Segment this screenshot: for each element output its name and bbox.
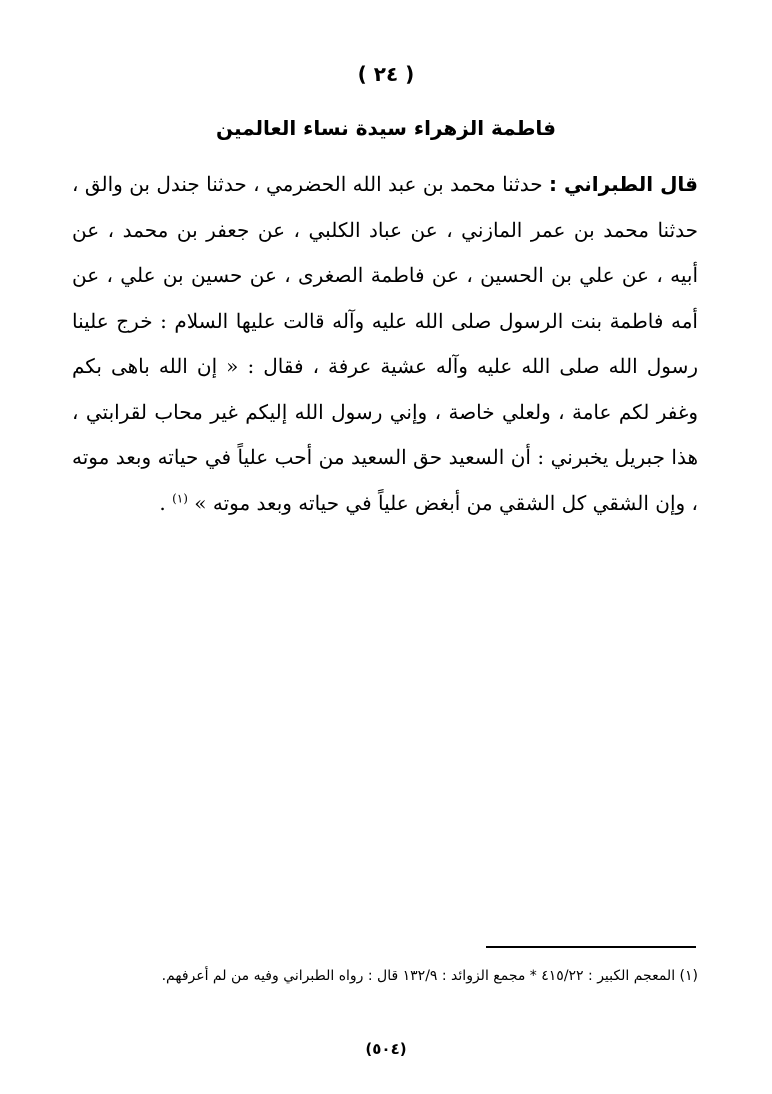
footnote: (١) المعجم الكبير : ٤١٥/٢٢ * مجمع الزوائد : ١٣٢/٩ قال : رواه الطبراني وفيه من لم أعرفهم. bbox=[161, 968, 698, 984]
hadith-body: حدثنا محمد بن عبد الله الحضرمي ، حدثنا جندل بن والق ، حدثنا محمد بن عمر المازني ، عن عباد الكلبي ، عن جعفر بن محمد ، عن أبيه ، عن علي بن الحسين ، عن فاطمة الصغرى ، عن حسين بن علي ، عن أمه فاطمة بنت الرسول صلى الله عليه وآله قالت عليها السلام : خرج علينا رسول الله صلى الله عليه وآله عشية عرفة ، فقال : « إن الله باهى بكم وغفر لكم عامة ، ولعلي خاصة ، وإني رسول الله إليكم غير محاب لقرابتي ، هذا جبريل يخبرني : أن السعيد حق السعيد من أحب علياً في حياته وبعد موته ، وإن الشقي كل الشقي من أبغض علياً في حياته وبعد موته » bbox=[72, 172, 698, 515]
hadith-end: . bbox=[159, 490, 173, 515]
hadith-text bbox=[72, 162, 698, 526]
hadith-number: ( ٢٤ ) bbox=[357, 62, 415, 86]
footnote-divider bbox=[486, 946, 696, 948]
page-number: (٥٠٤) bbox=[365, 1040, 407, 1058]
speaker-label: قال الطبراني : bbox=[549, 172, 699, 196]
page-title: فاطمة الزهراء سيدة نساء العالمين bbox=[215, 116, 557, 140]
footnote-reference: (١) bbox=[172, 490, 188, 505]
